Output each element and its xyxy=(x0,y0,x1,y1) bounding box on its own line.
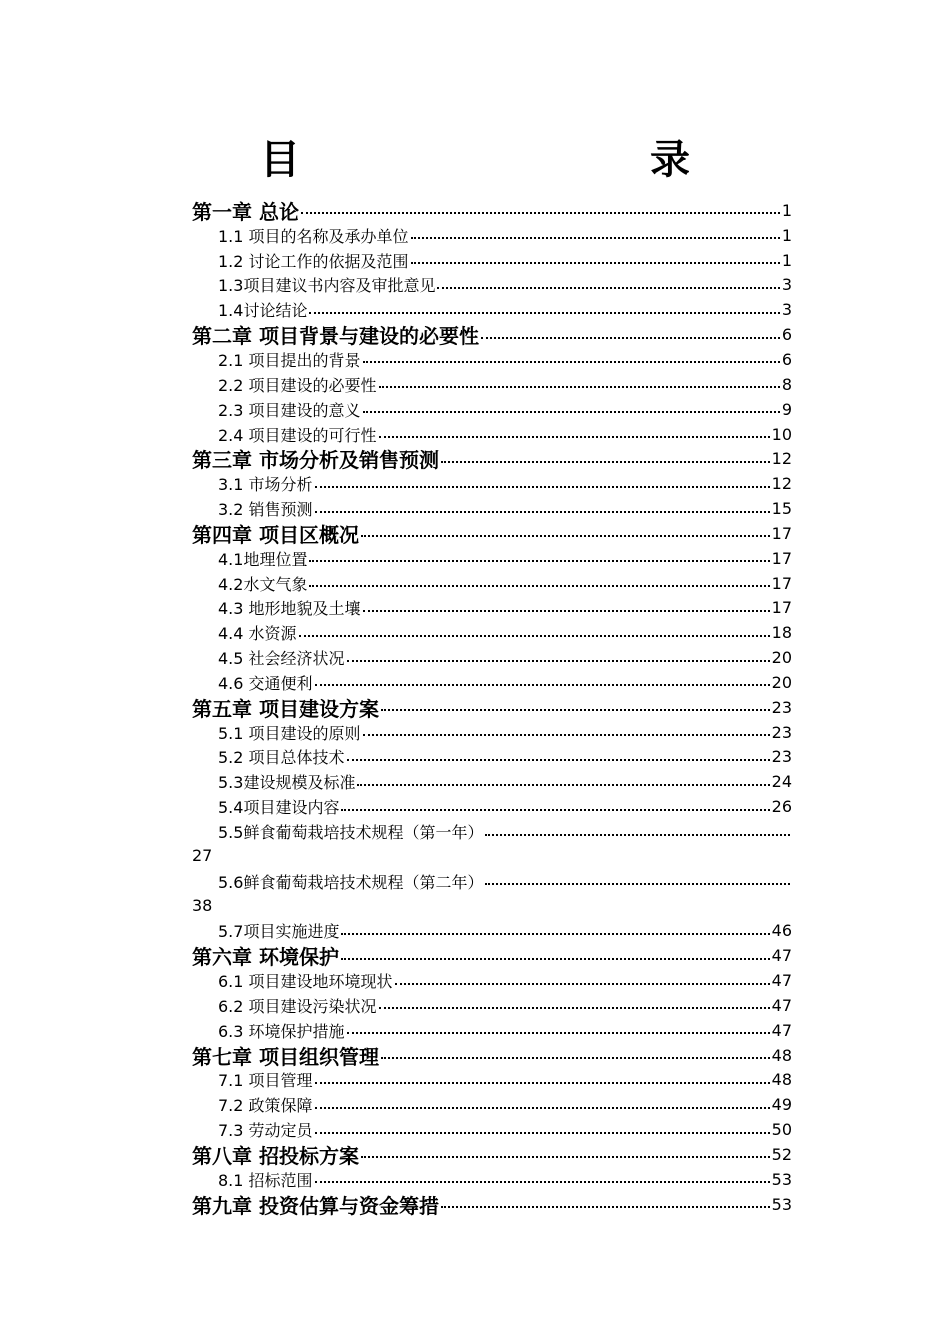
toc-entry-page: 49 xyxy=(771,1095,792,1115)
toc-entry-page: 1 xyxy=(781,250,792,270)
toc-entry[interactable] xyxy=(192,546,792,571)
toc-entry-page: 48 xyxy=(771,1070,792,1090)
toc-entry-page: 53 xyxy=(771,1194,792,1214)
toc-chapter[interactable] xyxy=(192,446,792,471)
leader-dots xyxy=(485,883,790,885)
toc-entry-label: 3.2 销售预测 xyxy=(218,500,313,520)
toc-entry-page: 17 xyxy=(771,548,792,568)
toc-entry-page: 1 xyxy=(781,200,792,220)
toc-entry-page: 20 xyxy=(771,648,792,668)
toc-entry-page: 50 xyxy=(771,1120,792,1140)
toc-entry-page: 1 xyxy=(781,225,792,245)
leader-dots xyxy=(361,1156,770,1158)
leader-dots xyxy=(363,734,770,736)
toc-entry-label: 5.7项目实施进度 xyxy=(218,922,340,942)
toc-entry-label: 7.3 劳动定员 xyxy=(218,1121,313,1141)
toc-entry-label: 5.5鲜食葡萄栽培技术规程（第一年） xyxy=(218,823,484,843)
toc-entry[interactable] xyxy=(192,273,792,298)
toc-entry[interactable] xyxy=(192,347,792,372)
toc-entry-label: 8.1 招标范围 xyxy=(218,1170,313,1190)
toc-chapter[interactable] xyxy=(192,1043,792,1068)
leader-dots xyxy=(315,1107,770,1109)
toc-entry-page: 3 xyxy=(781,275,792,295)
leader-dots xyxy=(315,1082,770,1084)
toc-entry[interactable] xyxy=(192,571,792,596)
toc-entry-label: 4.5 社会经济状况 xyxy=(218,649,345,669)
leader-dots xyxy=(341,809,769,811)
leader-dots xyxy=(301,212,780,214)
leader-dots xyxy=(381,1057,770,1059)
toc-entry[interactable] xyxy=(192,918,792,943)
toc-entry-page: 26 xyxy=(771,797,792,817)
toc-entry-page: 17 xyxy=(771,523,792,543)
toc-entry[interactable] xyxy=(192,372,792,397)
toc-entry-label: 5.4项目建设内容 xyxy=(218,798,340,818)
toc-entry[interactable] xyxy=(192,745,792,770)
leader-dots xyxy=(309,585,769,587)
toc-entry-label: 5.1 项目建设的原则 xyxy=(218,723,361,743)
leader-dots xyxy=(395,983,770,985)
toc-entry-page: 23 xyxy=(771,747,792,767)
leader-dots xyxy=(347,1032,770,1034)
toc-entry-label: 2.2 项目建设的必要性 xyxy=(218,375,377,395)
leader-dots xyxy=(361,535,770,537)
toc-entry[interactable] xyxy=(192,397,792,422)
toc-entry-label: 1.2 讨论工作的依据及范围 xyxy=(218,251,409,271)
toc-chapter[interactable] xyxy=(192,1142,792,1167)
leader-dots xyxy=(315,511,770,513)
leader-dots xyxy=(441,1206,770,1208)
toc-entry-page: 47 xyxy=(771,946,792,966)
toc-entry-page: 8 xyxy=(781,374,792,394)
toc-entry-label: 第九章 投资估算与资金筹措 xyxy=(192,1193,439,1217)
toc-entry[interactable] xyxy=(192,819,792,869)
toc-entry[interactable] xyxy=(192,471,792,496)
toc-entry[interactable] xyxy=(192,670,792,695)
leader-dots xyxy=(315,1181,770,1183)
toc-entry-label: 5.3建设规模及标准 xyxy=(218,773,356,793)
toc-entry[interactable] xyxy=(192,1092,792,1117)
toc-entry-label: 6.3 环境保护措施 xyxy=(218,1021,345,1041)
toc-entry-page: 38 xyxy=(192,895,213,915)
toc-chapter[interactable] xyxy=(192,1192,792,1217)
toc-entry-page: 24 xyxy=(771,772,792,792)
toc-entry-label: 1.4讨论结论 xyxy=(218,301,308,321)
toc-entry-label: 2.1 项目提出的背景 xyxy=(218,350,361,370)
toc-entry-page: 53 xyxy=(771,1169,792,1189)
toc-entry[interactable] xyxy=(192,620,792,645)
toc-chapter[interactable] xyxy=(192,521,792,546)
leader-dots xyxy=(341,958,770,960)
toc-entry-label: 1.1 项目的名称及承办单位 xyxy=(218,226,409,246)
toc-entry-page: 47 xyxy=(771,1020,792,1040)
toc-entry-page: 27 xyxy=(192,845,213,865)
leader-dots xyxy=(341,933,769,935)
toc-entry-page: 10 xyxy=(771,424,792,444)
toc-entry-label: 3.1 市场分析 xyxy=(218,475,313,495)
toc-entry-label: 4.2水文气象 xyxy=(218,574,308,594)
toc-entry-label: 第二章 项目背景与建设的必要性 xyxy=(192,324,479,348)
toc-entry[interactable] xyxy=(192,422,792,447)
table-of-contents xyxy=(192,198,792,1217)
toc-entry-label: 第七章 项目组织管理 xyxy=(192,1044,379,1068)
toc-chapter[interactable] xyxy=(192,695,792,720)
leader-dots xyxy=(363,610,770,612)
toc-entry-label: 第三章 市场分析及销售预测 xyxy=(192,448,439,472)
toc-entry-page: 52 xyxy=(771,1144,792,1164)
leader-dots xyxy=(309,312,779,314)
toc-entry-label: 1.3项目建议书内容及审批意见 xyxy=(218,276,436,296)
toc-entry[interactable] xyxy=(192,1167,792,1192)
toc-entry-label: 4.3 地形地貌及土壤 xyxy=(218,599,361,619)
leader-dots xyxy=(481,337,780,339)
leader-dots xyxy=(315,486,770,488)
toc-entry-page: 46 xyxy=(771,921,792,941)
toc-entry[interactable] xyxy=(192,1068,792,1093)
leader-dots xyxy=(379,436,770,438)
toc-entry-label: 第六章 环境保护 xyxy=(192,945,339,969)
toc-entry-page: 12 xyxy=(771,474,792,494)
toc-entry-label: 7.1 项目管理 xyxy=(218,1071,313,1091)
leader-dots xyxy=(437,287,779,289)
leader-dots xyxy=(309,560,769,562)
toc-entry-label: 第八章 招投标方案 xyxy=(192,1143,359,1167)
leader-dots xyxy=(315,684,770,686)
toc-entry[interactable] xyxy=(192,496,792,521)
toc-entry-page: 15 xyxy=(771,499,792,519)
toc-entry-label: 2.3 项目建设的意义 xyxy=(218,400,361,420)
toc-entry-page: 47 xyxy=(771,971,792,991)
toc-entry[interactable] xyxy=(192,720,792,745)
toc-chapter[interactable] xyxy=(192,322,792,347)
toc-entry-label: 2.4 项目建设的可行性 xyxy=(218,425,377,445)
toc-entry-label: 4.4 水资源 xyxy=(218,624,297,644)
toc-entry[interactable] xyxy=(192,596,792,621)
toc-entry[interactable] xyxy=(192,1117,792,1142)
toc-entry-page: 3 xyxy=(781,300,792,320)
leader-dots xyxy=(411,262,780,264)
toc-entry[interactable] xyxy=(192,223,792,248)
toc-entry-label: 4.1地理位置 xyxy=(218,549,308,569)
leader-dots xyxy=(357,784,769,786)
toc-chapter[interactable] xyxy=(192,198,792,223)
leader-dots xyxy=(381,709,770,711)
toc-entry-page: 20 xyxy=(771,672,792,692)
toc-entry-page: 12 xyxy=(771,449,792,469)
leader-dots xyxy=(441,461,770,463)
toc-entry-label: 第四章 项目区概况 xyxy=(192,522,359,546)
toc-entry-page: 23 xyxy=(771,722,792,742)
leader-dots xyxy=(485,834,790,836)
leader-dots xyxy=(411,237,780,239)
toc-entry-page: 9 xyxy=(781,399,792,419)
leader-dots xyxy=(347,660,770,662)
toc-entry-page: 6 xyxy=(781,325,792,345)
leader-dots xyxy=(379,386,780,388)
toc-entry[interactable] xyxy=(192,794,792,819)
toc-entry[interactable] xyxy=(192,869,792,919)
toc-entry-label: 6.2 项目建设污染状况 xyxy=(218,996,377,1016)
leader-dots xyxy=(347,759,770,761)
toc-entry-label: 7.2 政策保障 xyxy=(218,1096,313,1116)
toc-entry-label: 4.6 交通便利 xyxy=(218,673,313,693)
toc-entry-page: 23 xyxy=(771,697,792,717)
toc-entry[interactable] xyxy=(192,769,792,794)
toc-chapter[interactable] xyxy=(192,943,792,968)
toc-entry-label: 第五章 项目建设方案 xyxy=(192,696,379,720)
page-title: 目 录 xyxy=(260,137,780,183)
toc-entry-page: 18 xyxy=(771,623,792,643)
leader-dots xyxy=(379,1007,770,1009)
toc-entry[interactable] xyxy=(192,968,792,993)
toc-entry-page: 6 xyxy=(781,349,792,369)
toc-entry[interactable] xyxy=(192,993,792,1018)
leader-dots xyxy=(363,411,780,413)
toc-entry[interactable] xyxy=(192,248,792,273)
toc-entry[interactable] xyxy=(192,645,792,670)
toc-entry[interactable] xyxy=(192,1018,792,1043)
leader-dots xyxy=(299,635,770,637)
toc-entry-page: 17 xyxy=(771,598,792,618)
toc-entry-page: 17 xyxy=(771,573,792,593)
toc-entry-page: 47 xyxy=(771,995,792,1015)
leader-dots xyxy=(315,1132,770,1134)
toc-entry[interactable] xyxy=(192,297,792,322)
leader-dots xyxy=(363,361,780,363)
toc-entry-label: 第一章 总论 xyxy=(192,199,299,223)
toc-entry-label: 5.2 项目总体技术 xyxy=(218,748,345,768)
toc-entry-label: 6.1 项目建设地环境现状 xyxy=(218,972,393,992)
toc-entry-page: 48 xyxy=(771,1045,792,1065)
toc-entry-label: 5.6鲜食葡萄栽培技术规程（第二年） xyxy=(218,872,484,892)
